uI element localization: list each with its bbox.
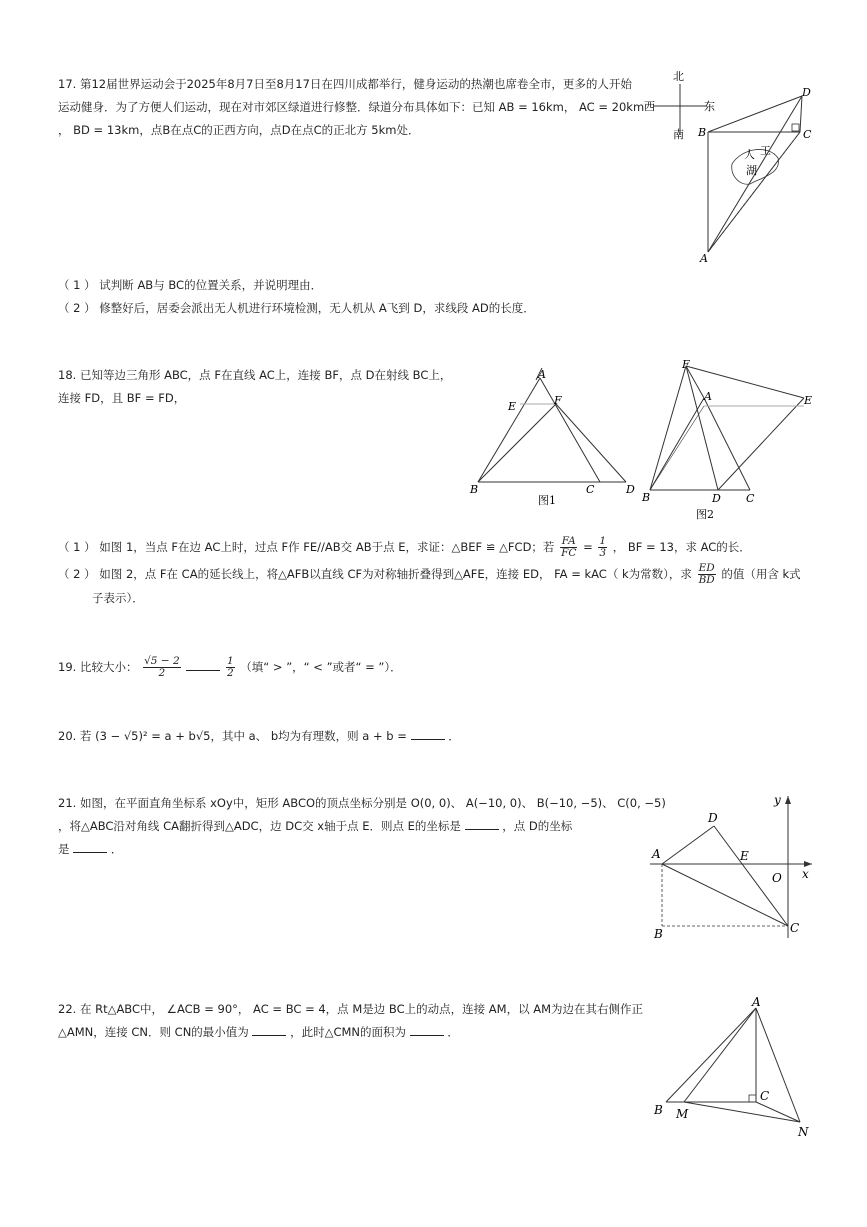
q19-answer-blank[interactable] [186, 660, 220, 671]
q17-lake-char1: 人 [744, 148, 755, 161]
q18-sub2-line2: 子表示）． [92, 591, 144, 605]
q22-label-M: M [676, 1107, 689, 1121]
q18-sub1-frac-num: FA [561, 535, 576, 547]
q21-label-D: D [708, 811, 718, 825]
q17-east-label: 东 [704, 100, 715, 113]
q18-sub1-value [598, 536, 607, 559]
q21-line2-tail: ，点 D的坐标 [502, 819, 573, 833]
q22-figure [648, 994, 818, 1144]
q22-blank-area[interactable] [410, 1025, 444, 1036]
q19 [58, 656, 402, 679]
q17-lake-char3: 湖 [746, 164, 757, 177]
q19-frac-den: 2 [158, 667, 166, 679]
q18-sub2-frac-den: BD [698, 574, 715, 586]
q18-fig2-label-A: A [704, 390, 712, 403]
q18-figure-1 [462, 358, 642, 518]
q18-sub2-tail: 的值（用含 k式 [721, 567, 801, 581]
q18-sub1-val-den: 3 [599, 547, 607, 559]
q18-fig2-label-F: F [682, 358, 690, 371]
q17-north-label: 北 [673, 70, 684, 83]
q18-figure-2 [638, 358, 818, 523]
q19-frac-num: √5 − 2 [144, 655, 180, 667]
q21-figure [644, 788, 824, 948]
q22-blank-CN[interactable] [252, 1025, 286, 1036]
q21-label-C: C [790, 921, 800, 935]
q17-line2: 运动健身．为了方便人们运动，现在对市郊区绿道进行修整．绿道分布具体如下：已知 AB = 16km， AC = 20km [58, 100, 645, 114]
q21-blank-E[interactable] [465, 819, 499, 830]
q17-label-B: B [698, 126, 707, 139]
q18-fig1-label-F: F [554, 394, 562, 407]
q18-sub2-frac-num: ED [698, 562, 715, 574]
q21-label-y: y [774, 793, 781, 807]
q18-fig2-label-C: C [746, 492, 755, 505]
q21-line2 [58, 818, 572, 834]
q22-line2-text: △AMN，连接 CN．则 CN的最小值为 [58, 1025, 249, 1039]
q20-answer-blank[interactable] [411, 729, 445, 740]
q21-line1: 21. 如图，在平面直角坐标系 xOy中，矩形 ABCO的顶点坐标分别是 O(0, 0)、 A(−10, 0)、 B(−10, −5)、 C(0, −5) [58, 796, 666, 810]
q22-label-B: B [654, 1103, 663, 1117]
q18-fig1-label-D: D [626, 483, 635, 496]
q17-label-D: D [802, 86, 811, 99]
q18-sub1-fraction [560, 536, 577, 559]
q18-sub1-equals: = [583, 540, 593, 554]
q20-tail: ． [448, 729, 460, 743]
q18-sub1-frac-den: FC [561, 547, 577, 559]
q21-label-x: x [802, 867, 809, 881]
q22-line2-tail: ． [447, 1025, 459, 1039]
q18-fig1-label-A: A [538, 368, 546, 381]
q18-fig2-caption: 图2 [696, 508, 714, 521]
q19-frac2-den: 2 [226, 667, 234, 679]
q22-line2 [58, 1024, 459, 1040]
q19-fraction-right [226, 656, 235, 679]
q17-sub1: （ 1 ） 试判断 AB与 BC的位置关系，并说明理由． [58, 278, 323, 292]
q21-line3-tail: ． [110, 842, 123, 856]
q21-line3-text: 是 [58, 842, 70, 856]
q22-line2-mid: ，此时△CMN的面积为 [290, 1025, 407, 1039]
q17-label-A: A [700, 252, 708, 265]
q22-line1: 22. 在 Rt△ABC中， ∠ACB = 90°， AC = BC = 4，点 M是边 BC上的动点，连接 AM，以 AM为边在其右侧作正 [58, 1002, 644, 1016]
q20 [58, 728, 460, 744]
q22-label-A: A [752, 995, 761, 1009]
q18-sub2 [58, 563, 801, 586]
q18-fig2-label-D: D [712, 492, 721, 505]
q18-fig2-label-E: E [804, 394, 813, 407]
q22-label-C: C [760, 1089, 770, 1103]
q18-sub1 [58, 536, 751, 559]
q20-text: 20. 若 (3 − √5)² = a + b√5，其中 a、 b均为有理数，则 a + b = [58, 729, 407, 743]
q18-fig1-label-C: C [586, 483, 595, 496]
q17-west-label: 西 [644, 100, 655, 113]
q21-line3 [58, 841, 122, 857]
q18-sub1-val-num: 1 [599, 535, 607, 547]
q21-blank-D[interactable] [73, 842, 107, 853]
q17-figure [640, 66, 820, 266]
q17-lake-char2: 工 [760, 144, 771, 157]
q18-fig1-caption: 图1 [538, 494, 556, 507]
q21-line2-text: ，将△ABC沿对角线 CA翻折得到△ADC，边 DC交 x轴于点 E．则点 E的坐标是 [58, 819, 461, 833]
q18-sub2-fraction [698, 563, 716, 586]
q17-line3: ， BD = 13km，点B在点C的正西方向，点D在点C的正北方 5km处． [58, 123, 420, 137]
q21-label-A: A [652, 847, 661, 861]
q19-tail: （填“ > ”，“ < ”或者“ = ”）． [240, 660, 402, 674]
q18-sub1-text: （ 1 ） 如图 1，当点 F在边 AC上时，过点 F作 FE//AB交 AB于点 E，求证：△BEF ≌ △FCD；若 [58, 540, 555, 554]
q19-fraction-left [143, 656, 181, 679]
q22-label-N: N [798, 1125, 809, 1139]
q18-line1: 18. 已知等边三角形 ABC，点 F在直线 AC上，连接 BF，点 D在射线 BC上， [58, 368, 452, 382]
q21-label-B: B [654, 927, 663, 941]
q18-sub2-text: （ 2 ） 如图 2，点 F在 CA的延长线上，将△AFB以直线 CF为对称轴折叠得到△AFE，连接 ED， FA = kAC（ k为常数），求 [58, 567, 692, 581]
q17-line1: 17. 第12届世界运动会于2025年8月7日至8月17日在四川成都举行，健身运动的热潮也席卷全市，更多的人开始 [58, 77, 632, 91]
q19-prefix: 19. 比较大小： [58, 660, 138, 674]
q18-line2: 连接 FD，且 BF = FD， [58, 391, 186, 405]
q17-label-C: C [803, 128, 812, 141]
q18-fig1-label-E: E [508, 400, 517, 413]
q19-frac2-num: 1 [226, 655, 234, 667]
q17-sub2: （ 2 ） 修整好后，居委会派出无人机进行环境检测，无人机从 A飞到 D，求线段 AD的长度． [58, 301, 535, 315]
q18-sub1-tail: ， BF = 13，求 AC的长． [612, 540, 751, 554]
q18-fig2-label-B: B [642, 491, 651, 504]
q18-fig1-label-B: B [470, 483, 479, 496]
q21-label-O: O [772, 871, 782, 885]
q17-south-label: 南 [673, 128, 684, 141]
q21-label-E: E [740, 849, 749, 863]
